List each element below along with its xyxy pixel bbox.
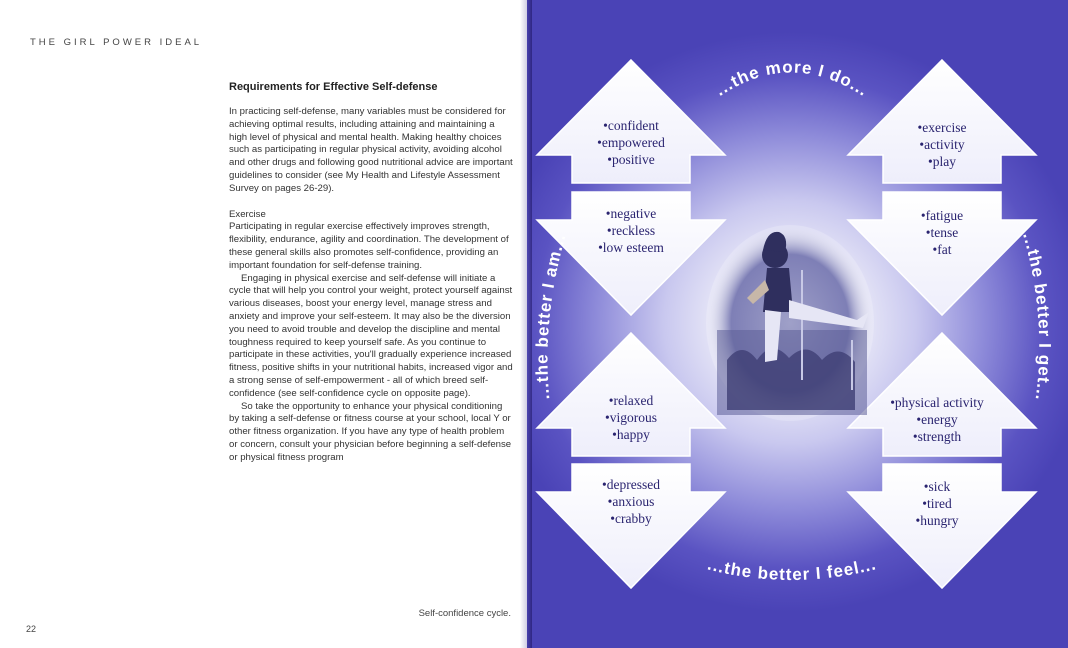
book-gutter <box>520 0 532 648</box>
arc-text-right: ...the better I get... <box>1019 230 1055 403</box>
article-heading: Requirements for Effective Self-defense <box>229 81 438 93</box>
kicking-girl-photo <box>706 225 874 421</box>
running-head: THE GIRL POWER IDEAL <box>30 37 203 48</box>
arrow-up-bottom-left <box>537 333 725 456</box>
arrow-up-top-left <box>537 60 725 183</box>
label-tired: •tired <box>922 496 952 511</box>
label-positive: •positive <box>607 152 655 167</box>
label-depressed: •depressed <box>602 477 660 492</box>
label-activity: •activity <box>919 137 965 152</box>
label-tense: •tense <box>925 225 959 240</box>
self-confidence-cycle-diagram <box>527 0 1068 648</box>
label-sick: •sick <box>923 479 951 494</box>
label-vigorous: •vigorous <box>605 410 657 425</box>
arrow-down-top-right <box>848 192 1036 315</box>
arrow-up-top-right <box>848 60 1036 183</box>
paragraph-opportunity: So take the opportunity to enhance your physical conditioning by taking a self-defense or fitness course at your school, local Y or other fitness organization. If you have any type of health problem or concern, consult your physician before beginning a self-defense or physical fitness program <box>229 400 512 463</box>
arrow-up-bottom-right <box>848 333 1036 456</box>
paragraph-cycle: Engaging in physical exercise and self-defense will initiate a cycle that will help you control your weight, protect yourself against various diseases, boost your energy level, manage stress and anxiety and improve your self-esteem. It may also be the diversion you need to avoid trouble and develop the discipline and mental toughness required to keep yourself safe. As you continue to participate in these activities, you'll gradually experience increased fitness, positive shifts in your nutritional habits, increased vigor and a strong sense of self-empowerment - all of which breed self-confidence (see self-confidence cycle on opposite page). <box>229 272 513 399</box>
paragraph-exercise: Participating in regular exercise effectively improves strength, flexibility, endurance, agility and coordination. The development of these general skills also promotes self-confidence, providing an important foundation for self-defense training. <box>229 221 509 271</box>
arc-text-bottom: ...the better I feel... <box>705 554 879 585</box>
label-negative: •negative <box>605 206 657 221</box>
left-page <box>0 0 527 648</box>
article <box>229 80 513 465</box>
label-fat: •fat <box>932 242 952 257</box>
label-low-esteem: •low esteem <box>598 240 664 255</box>
label-exercise: •exercise <box>917 120 967 135</box>
arrow-down-top-left <box>537 192 725 315</box>
paragraph-intro: In practicing self-defense, many variables must be considered for achieving optimal results, including attaining and maintaining a high level of physical and mental health. Making healthy choices such as participating in regular physical activity, avoiding alcohol and other drugs and following good nutritional advice are important guidelines to consider (see My Health and Lifestyle Assessment Survey on pages 26-29). <box>229 106 513 194</box>
label-confident: •confident <box>603 118 659 133</box>
label-energy: •energy <box>916 412 958 427</box>
label-play: •play <box>928 154 956 169</box>
label-fatigue: •fatigue <box>920 208 964 223</box>
page-number: 22 <box>26 624 37 634</box>
label-crabby: •crabby <box>610 511 652 526</box>
label-strength: •strength <box>912 429 962 444</box>
exercise-subheading: Exercise <box>229 208 266 220</box>
label-relaxed: •relaxed <box>608 393 654 408</box>
arrow-down-bottom-left <box>537 464 725 588</box>
label-hungry: •hungry <box>915 513 959 528</box>
label-anxious: •anxious <box>607 494 655 509</box>
arc-text-top: ...the more I do... <box>711 57 873 101</box>
label-empowered: •empowered <box>597 135 665 150</box>
label-physical-activity: •physical activity <box>890 395 984 410</box>
arc-text-left: ...the better I am... <box>532 231 570 401</box>
label-reckless: •reckless <box>606 223 656 238</box>
right-page <box>527 0 1068 648</box>
figure-caption: Self-confidence cycle. <box>418 608 511 619</box>
label-happy: •happy <box>612 427 650 442</box>
